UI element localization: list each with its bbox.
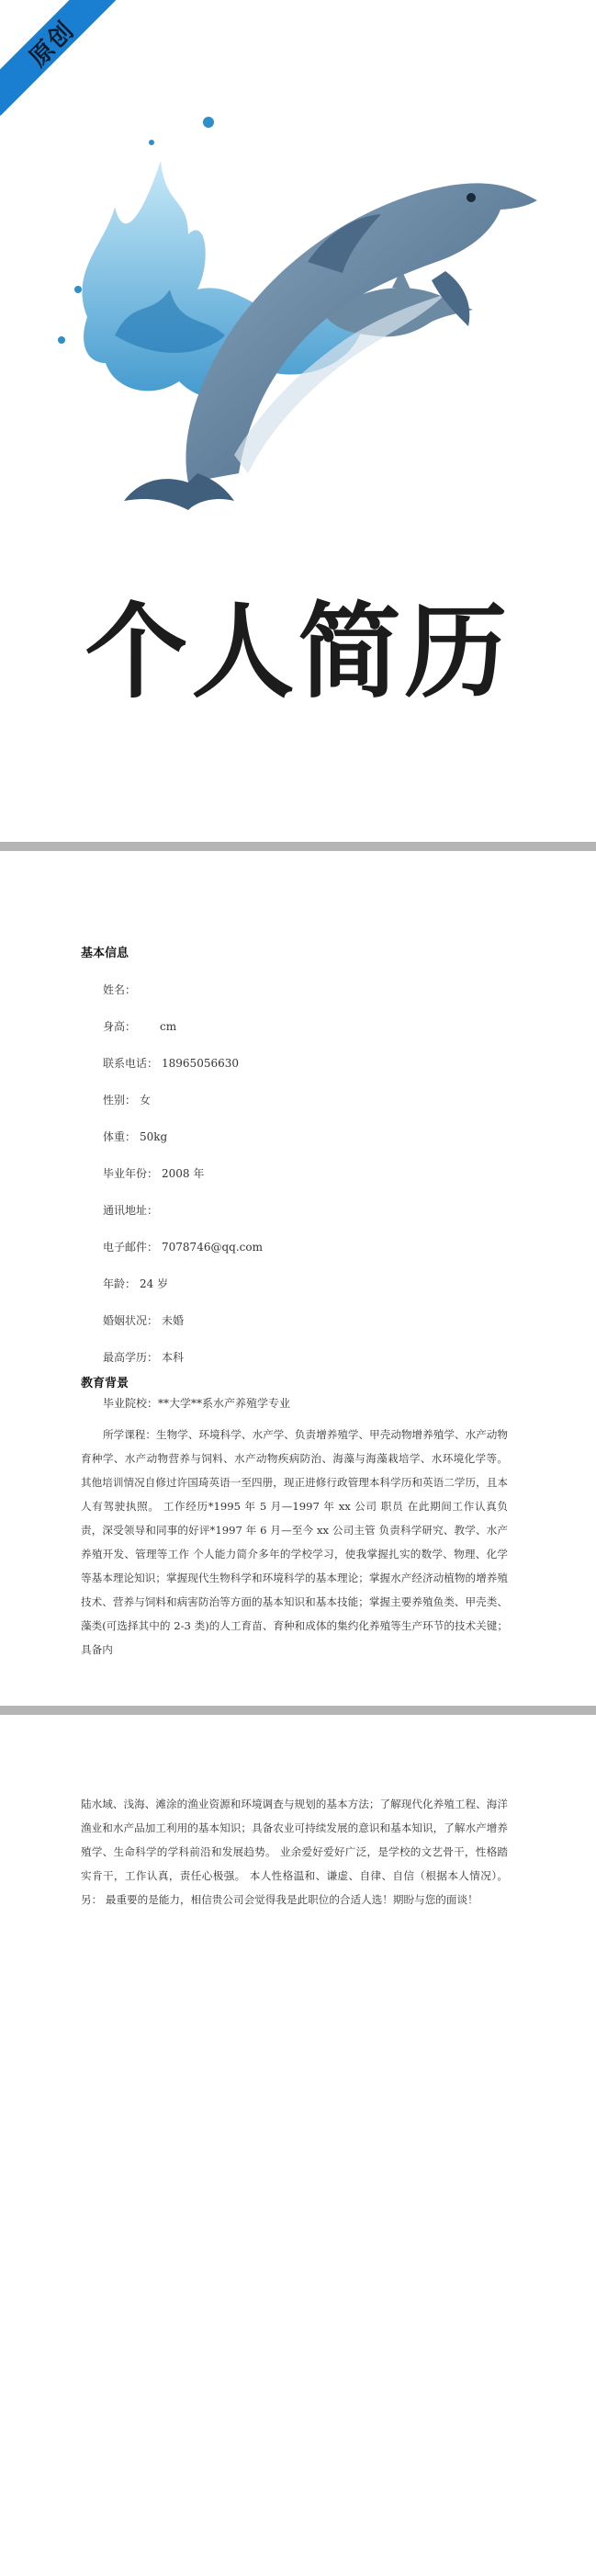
school-line: 毕业院校：**大学**系水产养殖学专业: [103, 1397, 291, 1410]
field-label: 婚姻状况：: [103, 1314, 159, 1327]
field-value: 24 岁: [140, 1277, 169, 1290]
field-label: 性别：: [103, 1094, 137, 1106]
field-label: 最高学历：: [103, 1351, 159, 1364]
cover-title: 个人简历: [84, 593, 512, 712]
field-marital-status: [103, 1312, 184, 1328]
page-separator: [0, 842, 596, 851]
field-name: [103, 982, 140, 997]
field-value: 18965056630: [162, 1057, 239, 1070]
field-label: 电子邮件：: [103, 1241, 159, 1254]
field-address: [103, 1202, 162, 1218]
field-label: 身高：: [103, 1020, 137, 1033]
field-value: 7078746@qq.com: [162, 1241, 263, 1254]
original-badge-label: 原创: [24, 16, 81, 73]
field-label: 通讯地址：: [103, 1204, 159, 1217]
original-badge: [0, 0, 124, 116]
field-age: [103, 1276, 168, 1291]
field-education-level: [103, 1349, 184, 1365]
courses-paragraph: 所学课程：生物学、环境科学、水产学、负责增养殖学、甲壳动物增养殖学、水产动物育种学、水产动物营养与饲料、水产动物疾病防治、海藻与海藻栽培学、水环境化学等。 其他培训情况自修过许国琦英语一至四册，现正进修行政管理本科学历和英语二学历，且本人有驾驶执照。 工作经历*1995 年 5 月—1997 年 xx 公司 职员 在此期间工作认真负责，深受领导和同事的好评*1997 年 6 月—至今 xx 公司主管 负责科学研究、教学、水产养殖开发、管理等工作 个人能力简介多年的学校学习，使我掌握扎实的数学、物理、化学等基本理论知识；掌握现代生物科学和环境科学的基本理论；掌握水产经济动植物的增养殖技术、营养与饲料和病害防治等方面的基本知识和基本技能；掌握主要养殖鱼类、甲壳类、藻类(可选择其中的 2-3 类)的人工育苗、育种和成体的集约化养殖等生产环节的技术关键；具备内: [81, 1428, 508, 1656]
cover-page: [0, 0, 596, 842]
field-height: [103, 1018, 176, 1034]
continued-paragraph: 陆水域、浅海、滩涂的渔业资源和环境调查与规划的基本方法；了解现代化养殖工程、海洋渔业和水产品加工利用的基本知识；具备农业可持续发展的意识和基本知识，了解水产增养殖学、生命科学的学科前沿和发展趋势。 业余爱好爱好广泛，是学校的文艺骨干，性格踏实肯干，工作认真，责任心极强。 本人性格温和、谦虚、自律、自信（根据本人情况）。另： 最重要的是能力，相信贵公司会觉得我是此职位的合适人选！期盼与您的面谈！: [81, 1798, 508, 1906]
dolphin-illustration: [51, 106, 546, 510]
field-weight: [103, 1129, 167, 1144]
field-value: 2008 年: [162, 1167, 205, 1180]
field-phone: [103, 1055, 239, 1071]
field-label: 姓名：: [103, 983, 137, 996]
field-label: 毕业年份：: [103, 1167, 159, 1180]
basic-info-heading: 基本信息: [81, 947, 129, 960]
field-value: 未婚: [162, 1314, 185, 1327]
resume-page-1: [0, 851, 596, 1706]
page-separator: [0, 1706, 596, 1715]
field-label: 年龄：: [103, 1277, 137, 1290]
field-label: 体重：: [103, 1130, 137, 1143]
field-value: 女: [140, 1094, 152, 1106]
field-gender: [103, 1092, 151, 1107]
field-label: 联系电话：: [103, 1057, 159, 1070]
field-value: 本科: [162, 1351, 185, 1364]
resume-page-2: [0, 1715, 596, 2576]
field-email: [103, 1239, 263, 1254]
education-heading: 教育背景: [81, 1377, 129, 1390]
field-value: cm: [160, 1020, 177, 1033]
field-graduation-year: [103, 1165, 204, 1181]
field-value: 50kg: [140, 1130, 168, 1143]
